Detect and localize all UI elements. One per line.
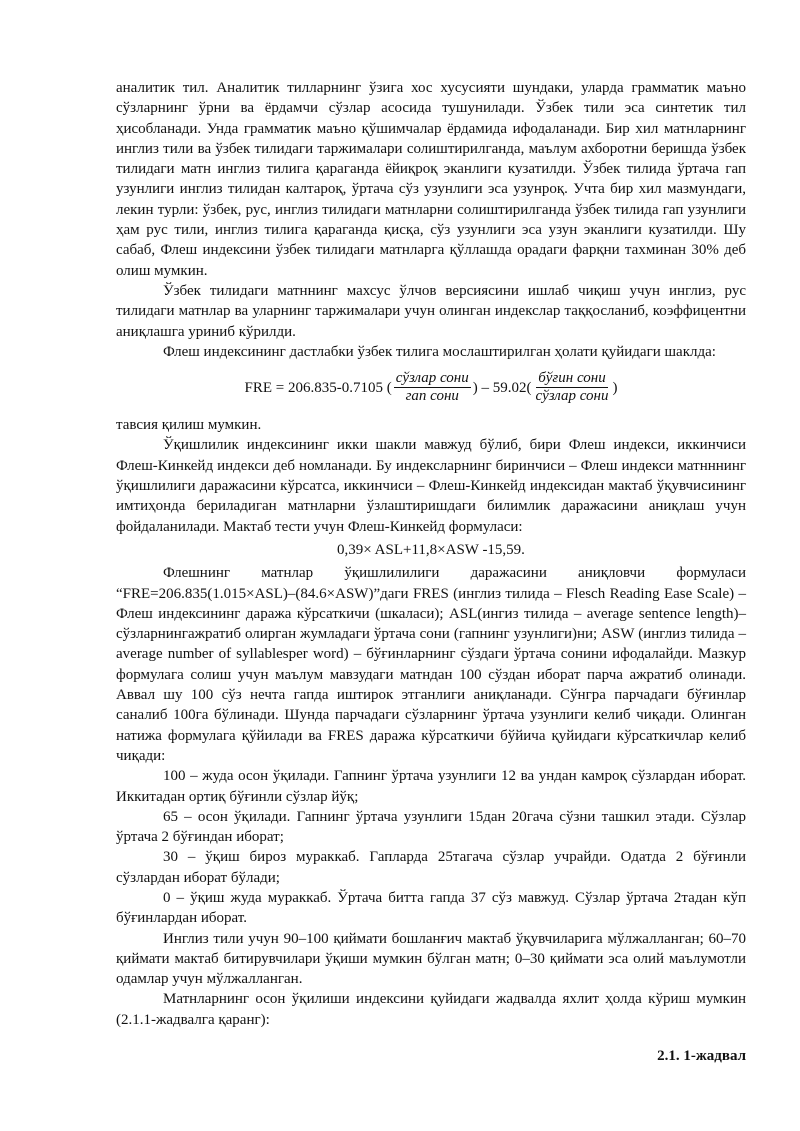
fraction-denominator: сўзлар сони [535, 388, 609, 405]
paragraph: Флеш индексининг дастлабки ўзбек тилига мослаштирилган ҳолати қуйидаги шаклда: [163, 343, 716, 360]
paragraph: Флешнинг матнлар ўқишлилилиги даражасини аниқловчи формуласи “FRE=206.835(1.015×ASL)–(84.6×ASW)”даги FRES (инглиз тилида – Flesch Reading Ease Scale) – Флеш индексининг даража кўрсаткичи (шкаласи); ASL(ингиз тилида – average sentence length)–сўзларнингажратиб олирган жумладаги ўртача сони (гапнинг узунлиги)ни; ASW (инглиз тилида – average number of syllablesper word) – бўғинларнинг сўздаги ўртача сонини ифодалайди. Мазкур формулага солиш учун маълум мавзудаги матндан 100 сўздан иборат парча ажратиб олинади. Аввал шу 100 сўз нечта гапда иштирок этганлиги аниқланади. Сўнгра парчадаги бўғинлар саналиб 100га бўлинади. Шунда парчадаги сўзларнинг ўртача узунлиги келиб чиқади. Олинган натижа формулага қўйилади ва FRES даража кўрсаткичи бўйича қуйидаги кўрсаткичлар келиб чиқади: [116, 565, 746, 764]
fraction-words-per-sentence [394, 370, 471, 405]
fraction-denominator: гап сони [405, 388, 459, 405]
fraction-numerator: сўзлар сони [395, 370, 469, 387]
paragraph: тавсия қилиш мумкин. [116, 417, 262, 434]
table-caption: 2.1. 1-жадвал [657, 1048, 746, 1065]
fk-formula: 0,39× ASL+11,8×ASW -15,59. [337, 541, 525, 558]
paragraph: 100 – жуда осон ўқилади. Гапнинг ўртача узунлиги 12 ва ундан камроқ сўзлардан иборат. Иккитадан ортиқ бўғинли сўзлар йўқ; [116, 768, 746, 805]
formula-end: ) [612, 379, 618, 396]
paragraph: аналитик тил. Аналитик тилларнинг ўзига хос хусусияти шундаки, уларда грамматик маъно сўзларнинг ўрни ва ёрдамчи сўзлар асосида тушунилади. Ўзбек тили эса синтетик тил ҳисобланади. Унда грамматик маъно қўшимчалар ёрдамида ифодаланади. Бир хил матнларнинг инглиз тили ва ўзбек тилидаги таржималари солиштирилганда, маълум ахборотни беришда ўзбек тилидаги матн инглиз тилига қараганда ёйиқроқ эканлиги кузатилди. Ўзбек тилида ўртача гап узунлиги инглиз тилидан калтароқ, ўртача сўз узунлиги эса узунроқ. Учта бир хил мазмундаги, лекин турли: ўзбек, рус, инглиз тилидаги матнларни солиштирилганда ўзбек тилида гап узунлиги ҳам рус тили, инглиз тилига қараганда қисқа, сўз узунлиги эса узун эканлиги кузатилди. Шу сабаб, Флеш индексини ўзбек тилидаги матнларга қўллашда орадаги фарқни тахминан 30% деб олиш мумкин. [116, 80, 746, 279]
paragraph: Ўзбек тилидаги матннинг махсус ўлчов версиясини ишлаб чиқиш учун инглиз, рус тилидаги матнлар ва уларнинг таржималари учун олинган индекслар таққосланиб, коэффицентни аниқлашга уриниб кўрилди. [116, 282, 746, 340]
formula-lhs: FRE = 206.835-0.7105 ( [244, 379, 392, 396]
fre-formula [116, 370, 746, 405]
paragraph: 65 – осон ўқилади. Гапнинг ўртача узунлиги 15дан 20гача сўзни ташкил этади. Сўзлар ўртача 2 бўғиндан иборат; [116, 808, 746, 846]
paragraph: 0 – ўқиш жуда мураккаб. Ўртача битта гапда 37 сўз мавжуд. Сўзлар ўртача 2тадан кўп бўғинлардан иборат. [116, 889, 746, 927]
fraction-syllables-per-word [533, 370, 610, 405]
formula-middle: ) – 59.02( [472, 379, 532, 396]
paragraph: Матнларнинг осон ўқилиши индексини қуйидаги жадвалда яхлит ҳолда кўриш мумкин (2.1.1-жадвалга қаранг): [116, 991, 746, 1028]
fraction-numerator: бўғин сони [538, 370, 606, 387]
paragraph: 30 – ўқиш бироз мураккаб. Гапларда 25тагача сўзлар учрайди. Одатда 2 бўғинли сўзлардан иборат бўлади; [116, 849, 746, 886]
document-page [116, 78, 746, 1066]
paragraph: Ўқишлилик индексининг икки шакли мавжуд бўлиб, бири Флеш индекси, иккинчиси Флеш-Кинкейд индекси деб номланади. Бу индексларнинг биринчиси – Флеш индекси матнннинг ўқишлилиги даражасини кўрсатса, иккинчиси – Флеш-Кинкейд индексидан мактаб ўқувчисининг имтиҳонда бериладиган матнларни ўзлаштиришдаги билимлик даражасини аниқлаш учун фойдаланилади. Мактаб тести учун Флеш-Кинкейд формуласи: [116, 437, 746, 535]
paragraph: Инглиз тили учун 90–100 қиймати бошланғич мактаб ўқувчиларига мўлжалланган; 60–70 қиймати мактаб битирувчилари ўқиши мумкин бўлган матн; 0–30 қиймати эса олий маълумотли одамлар учун мўлжалланган. [116, 930, 746, 988]
